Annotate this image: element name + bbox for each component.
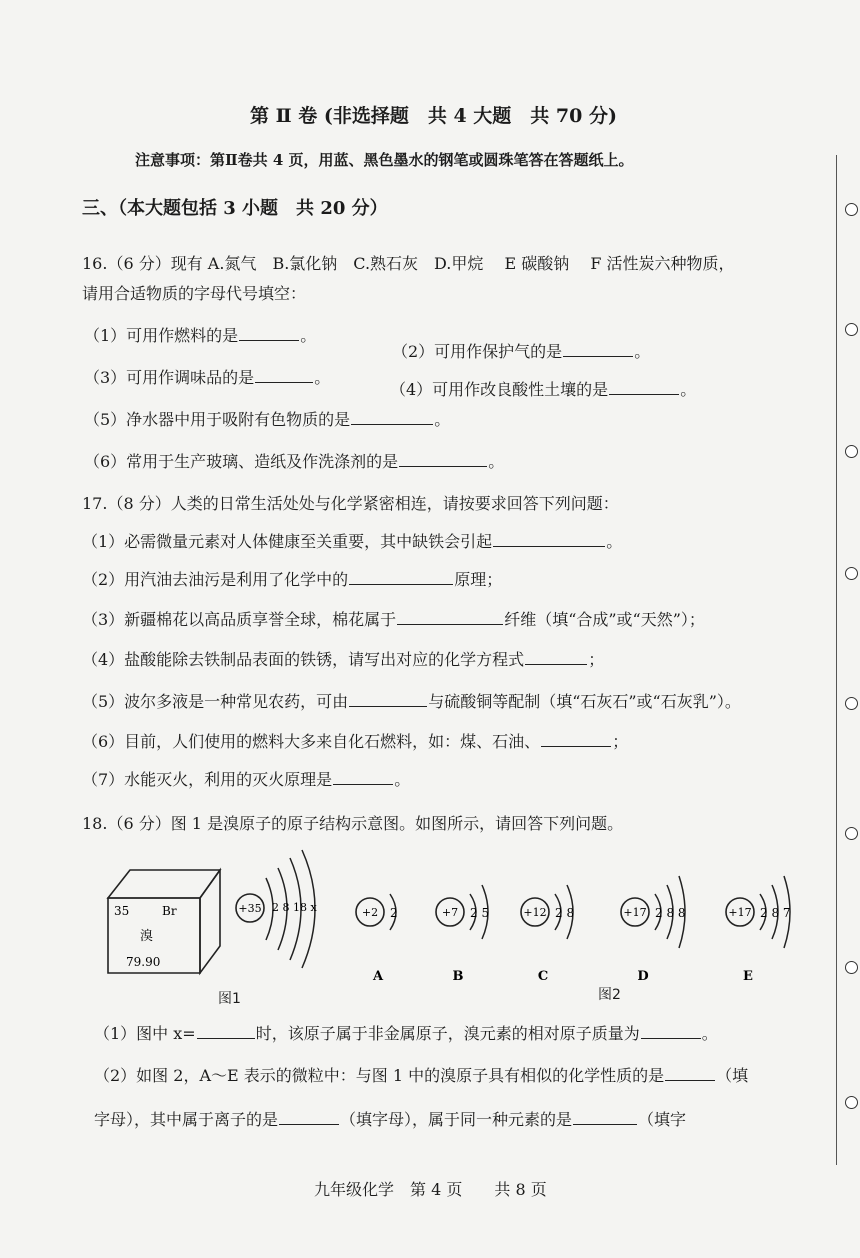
bromine-atom-diagram [236, 850, 317, 968]
binding-hole [845, 1096, 858, 1109]
q17-item-3 [82, 610, 705, 630]
element-symbol: Br [162, 904, 177, 918]
q16-item-4-text: （4）可用作改良酸性土壤的是 [390, 380, 609, 399]
answer-blank[interactable] [239, 326, 299, 341]
q17-item-5-text: （5）波尔多液是一种常见农药，可由 [82, 692, 349, 711]
element-name: 溴 [140, 929, 154, 944]
q17-item-7: （7）水能灭火，利用的灭火原理是 。 [82, 770, 411, 789]
answer-blank[interactable] [351, 410, 433, 425]
particle-label: B [452, 969, 464, 980]
binding-hole [845, 827, 858, 840]
q18-item-2 [94, 1066, 748, 1086]
electron-shells: 2 8 18 x [272, 901, 317, 914]
q18-item-3-text: 字母），其中属于离子的是 [94, 1110, 279, 1129]
answer-blank[interactable] [255, 368, 313, 383]
electron-counts: 2 8 8 [655, 906, 686, 920]
answer-blank[interactable] [333, 770, 393, 785]
nucleus-charge: +2 [361, 906, 379, 919]
answer-blank[interactable] [609, 380, 679, 395]
answer-blank[interactable] [563, 342, 633, 357]
answer-blank[interactable] [399, 452, 487, 467]
q17-item-2-tail: 原理； [454, 570, 503, 589]
answer-blank[interactable] [573, 1110, 637, 1125]
answer-blank[interactable] [349, 570, 453, 585]
q17-item-4: （4）盐酸能除去铁制品表面的铁锈，请写出对应的化学方程式 ； [82, 650, 605, 669]
binding-hole [845, 203, 858, 216]
notice-text: 注意事项：第Ⅱ卷共 4 页，用蓝、黑色墨水的钢笔或圆珠笔答在答题纸上。 [135, 151, 634, 169]
q17-item-5 [82, 692, 741, 712]
electron-counts: 2 [390, 906, 398, 920]
binding-hole [845, 567, 858, 580]
q18-item-3-mid: （填字母），属于同一种元素的是 [340, 1110, 573, 1129]
particle-diagram-a [356, 894, 398, 980]
q16-stem: 16.（6 分）现有 A.氮气 B.氯化钠 C.熟石灰 D.甲烷 E 碳酸钠 F 活性炭六种物质， [82, 254, 735, 273]
nucleus-charge: +12 [523, 906, 547, 919]
answer-blank[interactable] [541, 732, 611, 747]
q17-item-3-text: （3）新疆棉花以高品质享誉全球，棉花属于 [82, 610, 397, 629]
page-footer: 九年级化学 第 4 页 共 8 页 [314, 1180, 547, 1199]
particle-diagram-e [726, 876, 791, 980]
q18-item-3-tail: （填字 [638, 1110, 687, 1129]
answer-blank[interactable] [493, 532, 605, 547]
particle-diagram-d [621, 876, 686, 980]
q17-item-1: （1）必需微量元素对人体健康至关重要，其中缺铁会引起 。 [82, 532, 623, 551]
q18-stem: 18.（6 分）图 1 是溴原子的原子结构示意图。如图所示，请回答下列问题。 [82, 814, 624, 833]
q16-item-6-text: （6）常用于生产玻璃、造纸及作洗涤剂的是 [84, 452, 399, 471]
q17-item-6: （6）目前，人们使用的燃料大多来自化石燃料，如：煤、石油、 ； [82, 732, 629, 751]
q17-item-7-text: （7）水能灭火，利用的灭火原理是 [82, 770, 333, 789]
q18-item-1: （1）图中 x= 时，该原子属于非金属原子，溴元素的相对原子质量为 。 [94, 1024, 718, 1043]
q16-item-5: （5）净水器中用于吸附有色物质的是 。 [84, 410, 451, 429]
particle-label: C [537, 969, 549, 980]
particle-diagram-b [436, 885, 489, 980]
electron-counts: 2 8 [555, 906, 575, 920]
q16-item-4: （4）可用作改良酸性土壤的是 。 [390, 380, 697, 399]
figure-1 [100, 848, 340, 1008]
element-mass: 79.90 [126, 955, 161, 969]
nucleus-charge: +17 [623, 906, 647, 919]
q18-item-2-tail: （填 [716, 1066, 749, 1085]
section-heading: 三、（本大题包括 3 小题 共 20 分） [82, 198, 388, 219]
binding-hole [845, 961, 858, 974]
answer-blank[interactable] [349, 692, 427, 707]
answer-blank[interactable] [279, 1110, 339, 1125]
q17-item-2-text: （2）用汽油去油污是利用了化学中的 [82, 570, 349, 589]
q17-item-6-text: （6）目前，人们使用的燃料大多来自化石燃料，如：煤、石油、 [82, 732, 541, 751]
binding-margin-line [836, 155, 837, 1165]
q16-item-6: （6）常用于生产玻璃、造纸及作洗涤剂的是 。 [84, 452, 505, 471]
particle-label: E [743, 969, 753, 980]
q17-item-2 [82, 570, 502, 590]
q16-item-2-text: （2）可用作保护气的是 [392, 342, 563, 361]
nucleus-charge: +17 [728, 906, 752, 919]
q17-item-3-tail: 纤维（填“合成”或“天然”）； [504, 610, 705, 629]
q16-item-3-text: （3）可用作调味品的是 [84, 368, 255, 387]
figure-2 [340, 860, 820, 980]
electron-counts: 2 8 7 [760, 906, 791, 920]
q18-item-3 [94, 1110, 686, 1130]
binding-hole [845, 323, 858, 336]
q17-item-4-text: （4）盐酸能除去铁制品表面的铁锈，请写出对应的化学方程式 [82, 650, 525, 669]
element-cube [108, 870, 220, 973]
nucleus-charge: +35 [238, 902, 262, 915]
q16-item-5-text: （5）净水器中用于吸附有色物质的是 [84, 410, 351, 429]
element-number: 35 [114, 904, 130, 918]
answer-blank[interactable] [665, 1066, 715, 1081]
q16-item-3: （3）可用作调味品的是 。 [84, 368, 331, 387]
q16-item-1-text: （1）可用作燃料的是 [84, 326, 239, 345]
particle-label: A [372, 969, 384, 980]
figure-1-caption: 图1 [218, 991, 241, 1007]
q16-item-2: （2）可用作保护气的是 。 [392, 342, 651, 361]
particle-label: D [637, 969, 649, 980]
answer-blank[interactable] [397, 610, 503, 625]
q17-item-5-tail: 与硫酸铜等配制（填“石灰石”或“石灰乳”）。 [428, 692, 741, 711]
q18-item-2-text: （2）如图 2，A～E 表示的微粒中：与图 1 中的溴原子具有相似的化学性质的是 [94, 1066, 665, 1085]
electron-counts: 2 5 [470, 906, 490, 920]
figure-2-caption: 图2 [598, 987, 621, 1003]
binding-hole [845, 445, 858, 458]
q16-stem-2: 请用合适物质的字母代号填空： [82, 284, 307, 303]
q17-stem: 17.（8 分）人类的日常生活处处与化学紧密相连，请按要求回答下列问题： [82, 494, 619, 513]
q18-item-1-text: （1）图中 x= [94, 1024, 196, 1043]
answer-blank[interactable] [197, 1024, 255, 1039]
paper-section-title: 第 Ⅱ 卷 (非选择题 共 4 大题 共 70 分) [250, 105, 617, 127]
nucleus-charge: +7 [441, 906, 459, 919]
answer-blank[interactable] [641, 1024, 701, 1039]
q18-item-1-tail: 时，该原子属于非金属原子，溴元素的相对原子质量为 [255, 1024, 640, 1043]
particle-diagram-c [521, 885, 574, 980]
answer-blank[interactable] [525, 650, 587, 665]
q17-item-1-text: （1）必需微量元素对人体健康至关重要，其中缺铁会引起 [82, 532, 493, 551]
q16-item-1: （1）可用作燃料的是 。 [84, 326, 317, 345]
binding-hole [845, 697, 858, 710]
